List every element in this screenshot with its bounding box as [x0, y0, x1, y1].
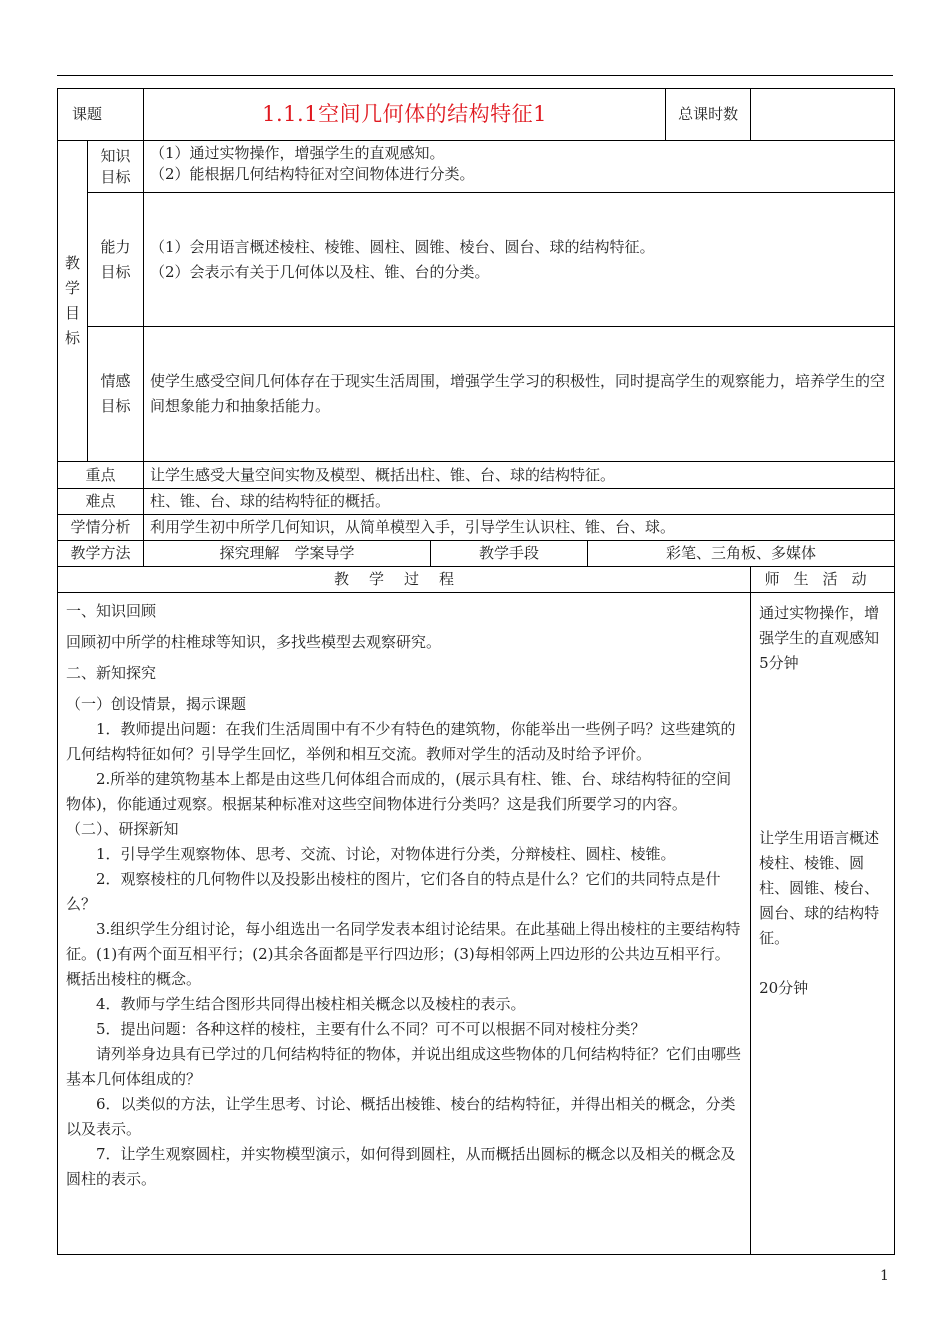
- part-2-item-1: 1．引导学生观察物体、思考、交流、讨论，对物体进行分类，分辩棱柱、圆柱、棱锥。: [96, 845, 676, 863]
- page-number: 1: [880, 1268, 889, 1284]
- methods-label: 教学方法: [58, 541, 144, 567]
- activity-content: [751, 593, 895, 1255]
- part-2-item-5b: 请列举身边具有已学过的几何结构特征的物体，并说出组成这些物体的几何结构特征？它们由哪些基本几何体组成的？: [66, 1045, 742, 1088]
- analysis-row: [58, 515, 895, 541]
- knowledge-text: （1）通过实物操作，增强学生的直观感知。 （2）能根据几何结构特征对空间物体进行分类。: [144, 141, 895, 193]
- topic-label: 课题: [58, 89, 144, 141]
- emotion-text: 使学生感受空间几何体存在于现实生活周围，增强学生学习的积极性，同时提高学生的观察能力，培养学生的空间想象能力和抽象括能力。: [144, 327, 895, 462]
- process-header: 教学过程: [58, 567, 751, 593]
- ability-row: [58, 193, 895, 327]
- hours-label: 总课时数: [666, 89, 751, 141]
- difficulty-row: [58, 489, 895, 515]
- part-2-item-5: 5．提出问题：各种这样的棱柱，主要有什么不同？可不可以根据不同对棱柱分类？: [96, 1020, 646, 1038]
- ability-text: （1）会用语言概述棱柱、棱锥、圆柱、圆锥、棱台、圆台、球的结构特征。 （2）会表示有关于几何体以及柱、锥、台的分类。: [144, 193, 895, 327]
- key-points-row: [58, 462, 895, 489]
- activity-note-2: 让学生用语言概述棱柱、棱锥、圆柱、圆锥、棱台、圆台、球的结构特征。: [759, 829, 880, 947]
- section-1-title: 一、知识回顾: [66, 602, 157, 620]
- means-label: 教学手段: [431, 541, 588, 567]
- part-2-item-3: 3.组织学生分组讨论，每小组选出一名同学发表本组讨论结果。在此基础上得出棱柱的主要结构特征。(1)有两个面互相平行；(2)其余各面都是平行四边形；(3)每相邻两上四边形的公共边互相平行。概括出棱柱的概念。: [66, 920, 741, 988]
- objectives-group-label: 教 学 目 标: [58, 141, 88, 462]
- analysis-text: 利用学生初中所学几何知识，从简单模型入手，引导学生认识柱、锥、台、球。: [144, 515, 895, 541]
- lesson-plan-table: [57, 88, 895, 1255]
- activity-note-1: 通过实物操作，增强学生的直观感知: [759, 604, 880, 647]
- part-1-title: （一）创设情景，揭示课题: [66, 695, 247, 713]
- part-2-item-6: 6．以类似的方法，让学生思考、讨论、概括出棱锥、棱台的结构特征，并得出相关的概念，分类以及表示。: [66, 1095, 736, 1138]
- key-points-text: 让学生感受大量空间实物及模型、概括出柱、锥、台、球的结构特征。: [144, 462, 895, 489]
- section-1-text: 回顾初中所学的柱椎球等知识，多找些模型去观察研究。: [66, 633, 442, 651]
- section-2-title: 二、新知探究: [66, 664, 157, 682]
- process-row: [58, 593, 895, 1255]
- activity-header: 师生活动: [751, 567, 895, 593]
- key-points-label: 重点: [58, 462, 144, 489]
- knowledge-row: [58, 141, 895, 193]
- part-2-title: （二）、研探新知: [66, 820, 179, 838]
- part-2-item-2: 2．观察棱柱的几何物件以及投影出棱柱的图片，它们各自的特点是什么？它们的共同特点是什么？: [66, 870, 721, 913]
- methods-row: [58, 541, 895, 567]
- top-rule: [57, 75, 893, 76]
- process-content: [58, 593, 751, 1255]
- part-1-item-2: 2.所举的建筑物基本上都是由这些几何体组合而成的，(展示具有柱、锥、台、球结构特征的空间物体)，你能通过观察。根据某种标准对这些空间物体进行分类吗？这是我们所要学习的内容。: [66, 770, 732, 813]
- hours-value: [751, 89, 895, 141]
- process-header-row: [58, 567, 895, 593]
- part-2-item-7: 7．让学生观察圆柱，并实物模型演示，如何得到圆柱，从而概括出圆标的概念以及相关的概念及圆柱的表示。: [66, 1145, 736, 1188]
- knowledge-label: 知识 目标: [88, 141, 144, 193]
- ability-label: 能力 目标: [88, 193, 144, 327]
- header-row: [58, 89, 895, 141]
- emotion-label: 情感 目标: [88, 327, 144, 462]
- means-value: 彩笔、三角板、多媒体: [588, 541, 895, 567]
- page-title: 1.1.1空间几何体的结构特征1: [144, 89, 666, 141]
- emotion-row: [58, 327, 895, 462]
- methods-value: 探究理解 学案导学: [144, 541, 431, 567]
- difficulty-label: 难点: [58, 489, 144, 515]
- analysis-label: 学情分析: [58, 515, 144, 541]
- difficulty-text: 柱、锥、台、球的结构特征的概括。: [144, 489, 895, 515]
- part-1-item-1: 1．教师提出问题：在我们生活周围中有不少有特色的建筑物，你能举出一些例子吗？这些建筑的几何结构特征如何？引导学生回忆，举例和相互交流。教师对学生的活动及时给予评价。: [66, 720, 736, 763]
- activity-time-1: 5分钟: [759, 654, 799, 672]
- part-2-item-4: 4．教师与学生结合图形共同得出棱柱相关概念以及棱柱的表示。: [96, 995, 526, 1013]
- activity-time-2: 20分钟: [759, 979, 809, 997]
